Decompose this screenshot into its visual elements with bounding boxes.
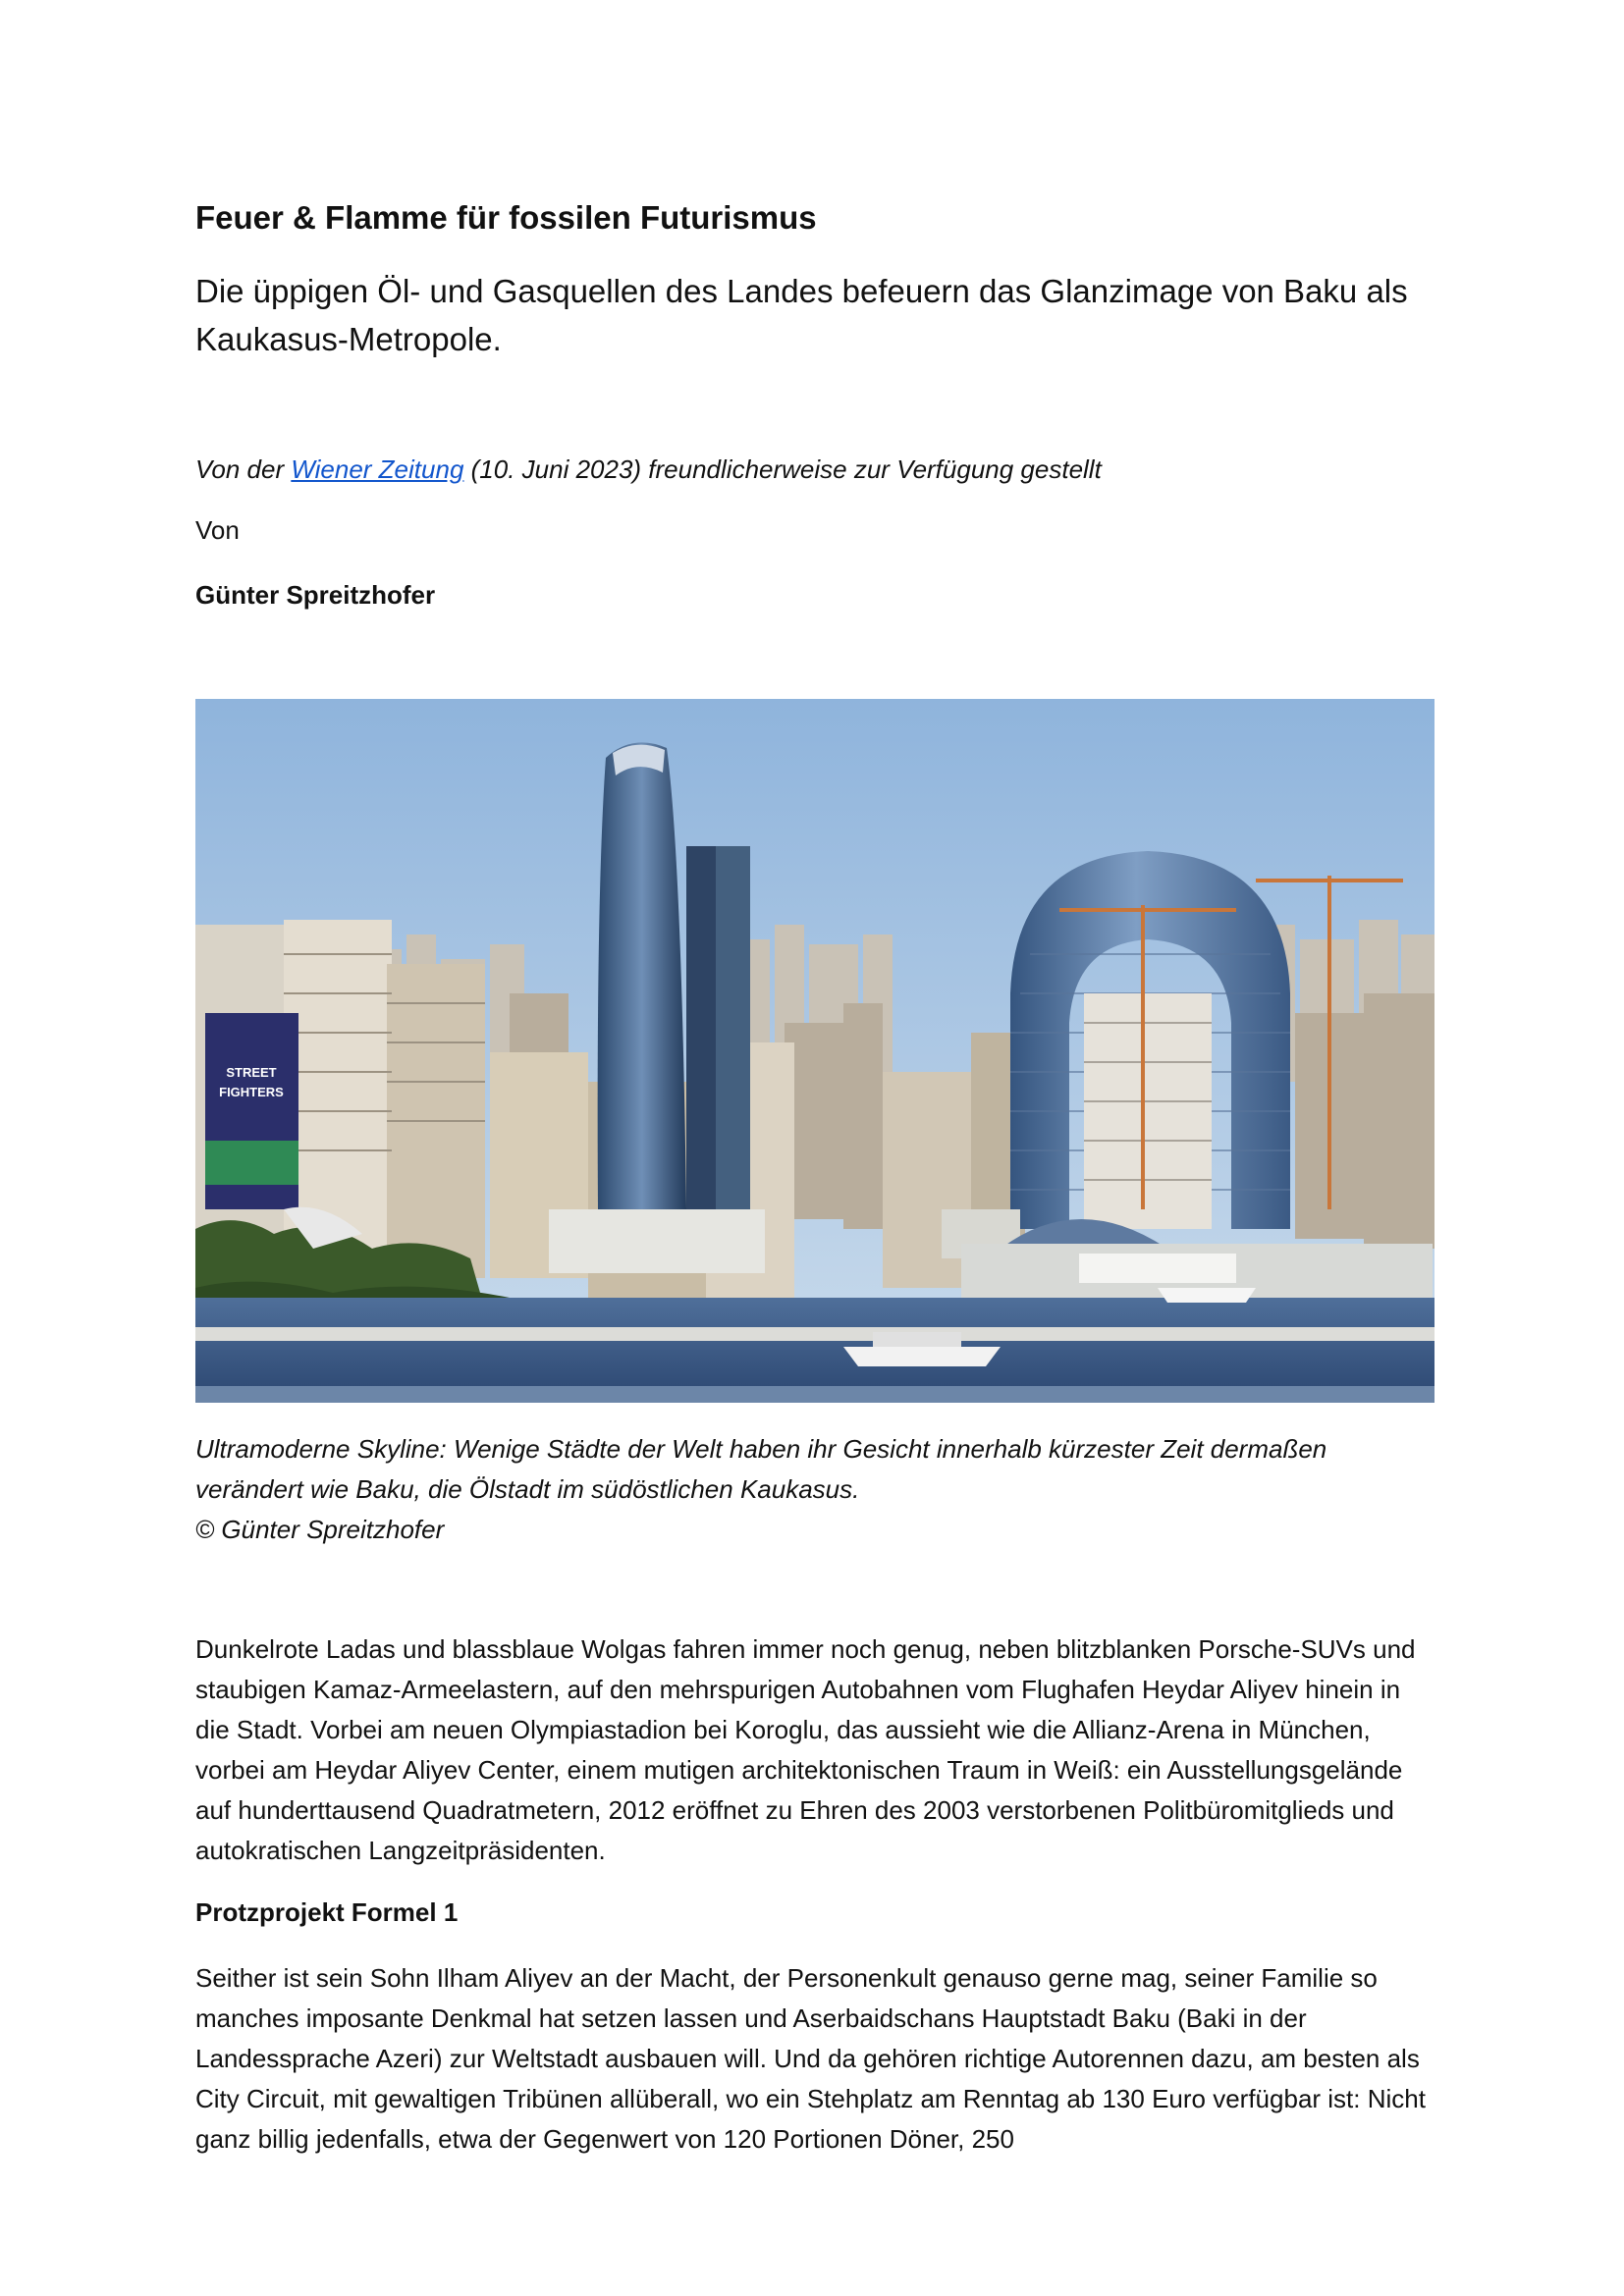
article-subtitle: Die üppigen Öl- und Gasquellen des Landes befeuern das Glanzimage von Baku als Kaukasus-Metropole.	[195, 273, 1408, 357]
paragraph-1: Dunkelrote Ladas und blassblaue Wolgas fahren immer noch genug, neben blitzblanken Porsche-SUVs und staubigen Kamaz-Armeelastern, auf den mehrspurigen Autobahnen vom Flughafen Heydar Aliyev hinein in die Stadt. Vorbei am neuen Olympiastadion bei Koroglu, das aussieht wie die Allianz-Arena in München, vorbei am Heydar Aliyev Center, einem mutigen architektonischen Traum in Weiß: ein Ausstellungsgelände auf hunderttausend Quadratmetern, 2012 eröffnet zu Ehren des 2003 verstorbenen Politbüromitglieds und autokratischen Langzeitpräsidenten.	[195, 1634, 1416, 1865]
article-title: Feuer & Flamme für fossilen Futurismus	[195, 199, 817, 236]
author-name: Günter Spreitzhofer	[195, 580, 436, 610]
photo-caption	[195, 1429, 1435, 1550]
caption-line-1: Ultramoderne Skyline: Wenige Städte der Welt haben ihr Gesicht innerhalb kürzester Zeit dermaßen	[195, 1434, 1327, 1464]
source-line	[195, 452, 1435, 487]
paragraph-2: Seither ist sein Sohn Ilham Aliyev an der Macht, der Personenkult genauso gerne mag, seiner Familie so manches imposante Denkmal hat setzen lassen und Aserbaidschans Hauptstadt Baku (Baki in der Landessprache Azeri) zur Weltstadt ausbauen will. Und da gehören richtige Autorennen dazu, am besten als City Circuit, mit gewaltigen Tribünen allüberall, wo ein Stehplatz am Renntag ab 130 Euro verfügbar ist: Nicht ganz billig jedenfalls, etwa der Gegenwert von 120 Portionen Döner, 250	[195, 1963, 1426, 2154]
source-prefix: Von der	[195, 454, 292, 484]
baku-skyline-illustration	[195, 699, 1435, 1403]
photo-credit: © Günter Spreitzhofer	[195, 1515, 445, 1544]
skyline-photo	[195, 699, 1435, 1403]
billboard-line-2: FIGHTERS	[219, 1085, 284, 1099]
flame-tower	[598, 742, 686, 1209]
billboard-line-1: STREET	[226, 1065, 277, 1080]
caption-line-2: verändert wie Baku, die Ölstadt im südöstlichen Kaukasus.	[195, 1474, 860, 1504]
byline-label: Von	[195, 515, 240, 545]
section-heading: Protzprojekt Formel 1	[195, 1897, 459, 1927]
wiener-zeitung-link[interactable]: Wiener Zeitung	[291, 454, 464, 484]
source-suffix: (10. Juni 2023) freundlicherweise zur Verfügung gestellt	[463, 454, 1102, 484]
